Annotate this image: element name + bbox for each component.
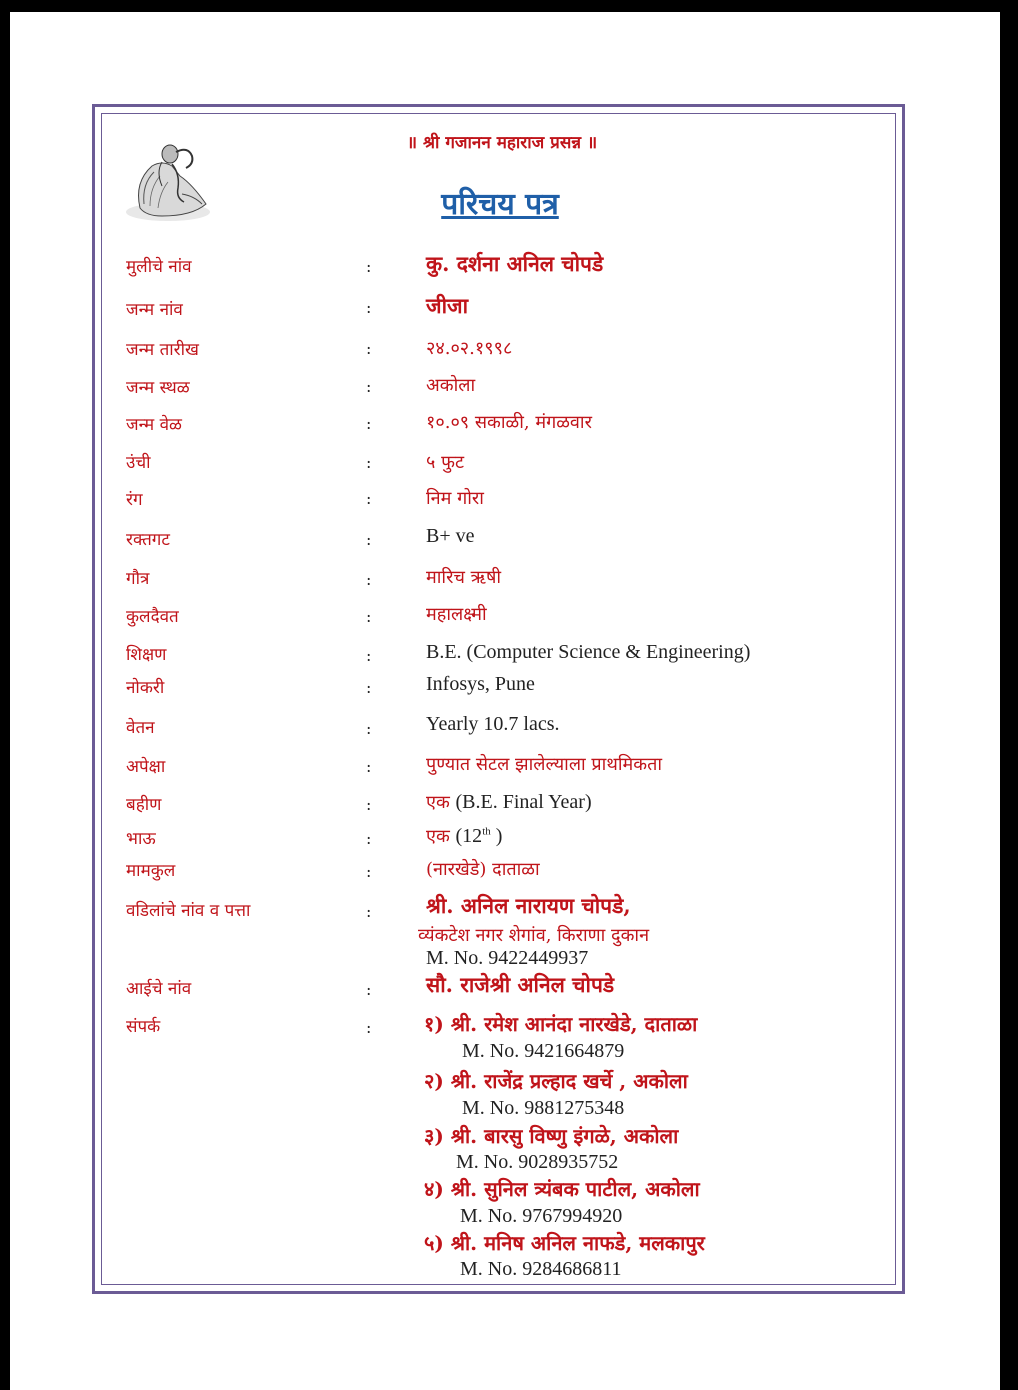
gajanan-maharaj-figure [122,132,214,224]
value-blood-group: B+ ve [426,525,475,547]
value-gotra: मारिच ऋषी [426,567,502,588]
contact-phone: M. No. 9284686811 [460,1258,622,1280]
label-complexion: रंग [126,490,143,510]
value-sister-count: एक [426,792,450,813]
contact-phone: M. No. 9767994920 [460,1205,623,1227]
colon: : [366,902,372,921]
value-mother-name: सौ. राजेश्री अनिल चोपडे [426,972,615,997]
colon: : [366,646,372,665]
label-birth-time: जन्म वेळ [126,415,182,435]
label-father: वडिलांचे नांव व पत्ता [126,901,251,921]
label-blood-group: रक्तगट [126,530,170,550]
colon: : [366,607,372,626]
label-mamkul: मामकुल [126,861,176,881]
colon: : [366,795,372,814]
colon: : [366,489,372,508]
label-birth-name: जन्म नांव [126,300,183,320]
value-kuldaivat: महालक्ष्मी [426,604,487,625]
colon: : [366,1018,372,1037]
colon: : [366,862,372,881]
colon: : [366,298,372,317]
label-contact: संपर्क [126,1017,161,1037]
label-brother: भाऊ [126,829,156,849]
value-height: ५ फुट [426,452,465,473]
colon: : [366,414,372,433]
contact-phone: M. No. 9881275348 [462,1097,625,1119]
screen-edge-right [1000,12,1018,1390]
contact-name: २) श्री. राजेंद्र प्रल्हाद खर्चे , अकोला [424,1069,688,1093]
colon: : [366,570,372,589]
value-brother-close: ) [490,825,503,847]
colon: : [366,678,372,697]
contact-name: ३) श्री. बारसु विष्णु इंगळे, अकोला [424,1124,679,1148]
colon: : [366,339,372,358]
value-sister-detail: (B.E. Final Year) [455,791,592,813]
value-birth-time: १०.०९ सकाळी, मंगळवार [426,412,592,433]
value-education: B.E. (Computer Science & Engineering) [426,641,751,663]
invocation-header: ॥ श्री गजानन महाराज प्रसन्न ॥ [406,133,598,153]
screen-edge-top [0,0,1018,12]
value-brother [426,824,502,848]
label-birth-place: जन्म स्थळ [126,378,190,398]
value-complexion: निम गोरा [426,488,484,509]
value-birth-name: जीजा [426,293,469,318]
label-mother: आईचे नांव [126,979,192,999]
value-father-address: व्यंकटेश नगर शेगांव, किराणा दुकान [418,925,650,946]
contact-name: ४) श्री. सुनिल त्र्यंबक पाटील, अकोला [424,1177,700,1201]
value-birth-place: अकोला [426,375,476,396]
screen-edge-left [0,0,10,1390]
colon: : [366,530,372,549]
label-gotra: गौत्र [126,569,150,589]
value-brother-sup: th [482,825,491,838]
label-expectation: अपेक्षा [126,757,166,777]
colon: : [366,980,372,999]
label-salary: वेतन [126,718,155,738]
value-salary: Yearly 10.7 lacs. [426,713,560,735]
label-birth-date: जन्म तारीख [126,340,199,360]
colon: : [366,719,372,738]
contact-phone: M. No. 9028935752 [456,1151,619,1173]
label-girl-name: मुलीचे नांव [126,257,192,277]
label-sister: बहीण [126,795,162,815]
value-mamkul: (नारखेडे) दाताळा [426,859,540,880]
label-education: शिक्षण [126,645,167,665]
value-job: Infosys, Pune [426,673,535,695]
label-job: नोकरी [126,678,165,698]
label-height: उंची [126,453,151,473]
value-father-phone: M. No. 9422449937 [426,947,589,969]
colon: : [366,829,372,848]
value-brother-detail [456,825,503,847]
value-sister [426,790,592,814]
colon: : [366,257,372,276]
contact-phone: M. No. 9421664879 [462,1040,625,1062]
contact-name: ५) श्री. मनिष अनिल नाफडे, मलकापुर [424,1231,705,1255]
colon: : [366,453,372,472]
colon: : [366,757,372,776]
value-brother-count: एक [426,826,450,847]
document-title: परिचय पत्र [441,187,559,222]
contact-name: १) श्री. रमेश आनंदा नारखेडे, दाताळा [424,1012,698,1036]
value-brother-class: (12 [455,825,483,847]
value-girl-name: कु. दर्शना अनिल चोपडे [426,251,604,276]
value-expectation: पुण्यात सेटल झालेल्याला प्राथमिकता [426,754,662,775]
colon: : [366,377,372,396]
label-kuldaivat: कुलदैवत [126,607,179,627]
value-father-name: श्री. अनिल नारायण चोपडे, [426,893,631,918]
value-birth-date: २४.०२.१९९८ [426,338,513,359]
